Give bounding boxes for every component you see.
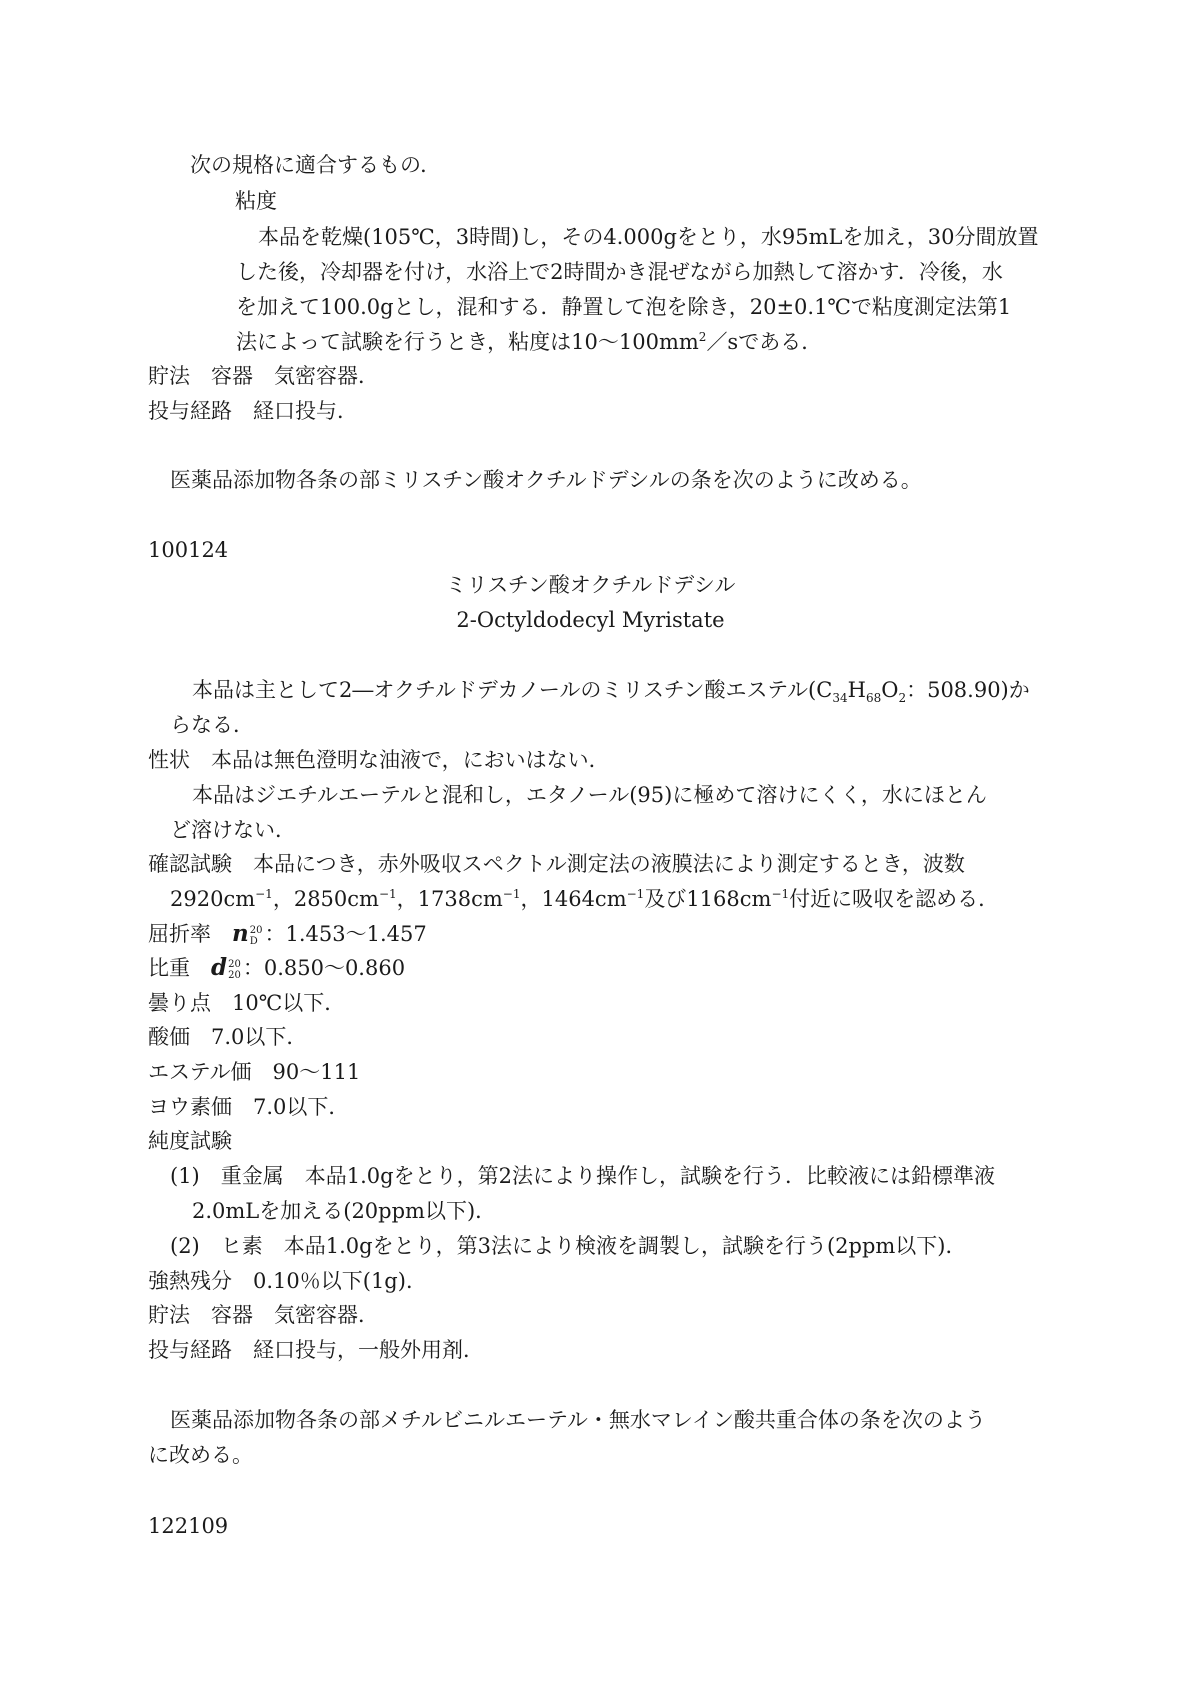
viscosity-text-line-2: した後，冷却器を付け，水浴上で2時間かき混ぜながら加熱して溶かす．冷後，水 bbox=[236, 260, 1003, 284]
gravity-indices: 20 20 bbox=[228, 958, 241, 981]
purity-item-1-line-2: 2.0mLを加える(20ppm以下)． bbox=[192, 1199, 497, 1223]
iodine-value-line: ヨウ素価 7.0以下． bbox=[148, 1095, 350, 1119]
refractive-index-line: 屈折率 n 20 D ：1.453～1.457 bbox=[148, 920, 427, 947]
amendment-notice-1: 医薬品添加物各条の部ミリスチン酸オクチルドデシルの条を次のように改める。 bbox=[170, 468, 922, 492]
viscosity-text-line-1: 本品を乾燥(105℃，3時間)し，その4.000gをとり，水95mLを加え，30分間放置 bbox=[258, 225, 1039, 249]
purity-item-2: (2) ヒ素 本品1.0gをとり，第3法により検液を調製し，試験を行う(2ppm以下)． bbox=[170, 1234, 967, 1258]
amendment-notice-2-line-2: に改める。 bbox=[148, 1443, 253, 1467]
storage-line-1: 貯法 容器 気密容器． bbox=[148, 364, 379, 388]
description-line-1: 性状 本品は無色澄明な油液で，においはない． bbox=[148, 748, 610, 772]
gravity-symbol: d bbox=[211, 954, 228, 981]
monograph-intro-line-1: 本品は主として2―オクチルドデカノールのミリスチン酸エステル($C_{34}H_{68}O_2$：508.90)か bbox=[192, 678, 1030, 706]
cloud-point-line: 曇り点 10℃以下． bbox=[148, 991, 346, 1015]
viscosity-heading: 粘度 bbox=[235, 189, 277, 213]
monograph-code-1: 100124 bbox=[148, 538, 229, 562]
amendment-notice-2-line-1: 医薬品添加物各条の部メチルビニルエーテル・無水マレイン酸共重合体の条を次のよう bbox=[170, 1408, 986, 1432]
description-line-3: ど溶けない． bbox=[170, 818, 296, 842]
refractive-indices: 20 D bbox=[249, 924, 263, 947]
viscosity-text-line-3: を加えて100.0gとし，混和する．静置して泡を除き，20±0.1℃で粘度測定法第1 bbox=[236, 295, 1012, 319]
description-line-2: 本品はジエチルエーテルと混和し，エタノール(95)に極めて溶けにくく，水にほとん bbox=[192, 783, 987, 807]
purity-item-1-line-1: (1) 重金属 本品1.0gをとり，第2法により操作し，試験を行う．比較液には鉛標準液 bbox=[170, 1164, 995, 1188]
route-line-1: 投与経路 経口投与． bbox=[148, 399, 358, 423]
identification-line-1: 確認試験 本品につき，赤外吸収スペクトル測定法の液膜法により測定するとき，波数 bbox=[148, 852, 965, 876]
monograph-code-2: 122109 bbox=[148, 1514, 229, 1538]
paragraph-conformity: 次の規格に適合するもの． bbox=[190, 153, 442, 177]
monograph-title-ja: ミリスチン酸オクチルドデシル bbox=[445, 573, 736, 597]
acid-value-line: 酸価 7.0以下． bbox=[148, 1025, 308, 1049]
monograph-title-en: 2-Octyldodecyl Myristate bbox=[456, 608, 725, 632]
residue-on-ignition-line: 強熱残分 0.10％以下(1g)． bbox=[148, 1269, 427, 1293]
viscosity-text-line-4: 法によって試験を行うとき，粘度は$10\sim 100mm^2/s$である． bbox=[236, 330, 823, 354]
route-line-2: 投与経路 経口投与，一般外用剤． bbox=[148, 1338, 484, 1362]
refractive-symbol: n bbox=[232, 920, 249, 947]
ester-value-line: エステル価 90～111 bbox=[148, 1060, 361, 1084]
purity-heading: 純度試験 bbox=[148, 1129, 232, 1153]
monograph-intro-line-2: らなる． bbox=[170, 713, 254, 737]
storage-line-2: 貯法 容器 気密容器． bbox=[148, 1303, 379, 1327]
identification-line-2: $2920cm^{-1}$，$2850cm^{-1}$，$1738cm^{-1}$，$1464cm^{-1}$及び$1168cm^{-1}$付近に吸収を認める． bbox=[170, 887, 1000, 911]
specific-gravity-line: 比重 d 20 20 ：0.850～0.860 bbox=[148, 954, 406, 981]
